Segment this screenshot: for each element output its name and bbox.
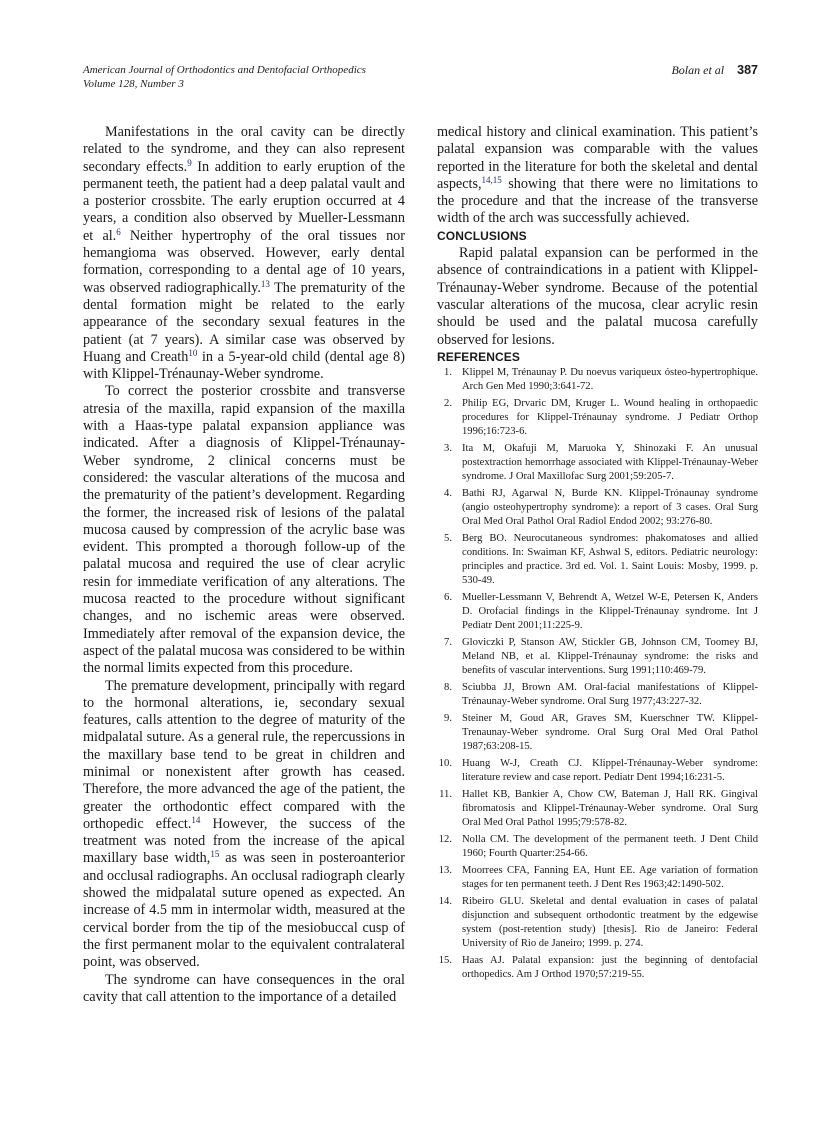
conclusions-heading: CONCLUSIONS (437, 228, 527, 243)
reference-number: 14. (438, 896, 452, 908)
reference-text: Sciubba JJ, Brown AM. Oral-facial manifestations of Klippel-Trénaunay-Weber syndrome. Oral Surg 1977;43:227-32. (462, 682, 758, 708)
reference-text: Steiner M, Goud AR, Graves SM, Kuerschner TW. Klippel-Trenaunay-Weber syndrome. Oral Surg Oral Med Oral Pathol 1987;63:208-15. (462, 713, 758, 753)
citation-link[interactable]: 14 (191, 814, 201, 825)
reference-number: 9. (444, 713, 452, 725)
body-text: medical history and clinical examination. This patient’s palatal expansion was comparable with the values reported in the literature for both the skeletal and dental aspects, (437, 124, 758, 192)
reference-item (442, 591, 758, 633)
body-text: The prematurity of the dental formation might be related to the early appearance of the secondary sexual features in the patient (at 7 years). A similar case was observed by Huang and Creath (83, 279, 406, 365)
reference-text: Bathi RJ, Agarwal N, Burde KN. Klippel-Trónaunay syndrome (angio osteohypertrophy syndrome): a report of 3 cases. Oral Surg Oral Med Oral Pathol Oral Radiol Endod 2002; 93:276-80. (462, 488, 758, 528)
reference-number: 15. (438, 955, 452, 967)
reference-number: 8. (444, 682, 452, 694)
reference-number: 11. (439, 789, 452, 801)
reference-text: Berg BO. Neurocutaneous syndromes: phakomatoses and allied conditions. In: Swaiman KF, Ashwal S, editors. Pediatric neurology: principles and practice. 3rd ed. Vol. 1. Saint Louis: Mosby, 1999. p. 530-49. (462, 533, 758, 587)
reference-item (442, 712, 758, 754)
reference-item (438, 757, 758, 785)
citation-link[interactable]: 14,15 (481, 174, 502, 185)
body-text: Manifestations in the oral cavity can be directly related to the syndrome, and they can also represent secondary effects. (83, 124, 405, 175)
reference-item (442, 397, 758, 439)
journal-info (83, 63, 758, 91)
body-text: The premature development, principally with regard to the hormonal alterations, ie, secondary sexual features, calls attention to the degree of maturity of the midpalatal suture. As a general rule, the repercussions in the maxillary base tend to be great in children and minimal or nonexistent after growth has ceased. Therefore, the more advanced the age of the patient, the greater the orthodontic effect compared with the orthopedic effect. (83, 677, 405, 832)
right-column (437, 124, 758, 985)
body-text: To correct the posterior crossbite and transverse atresia of the maxilla, rapid expansion of the maxilla with a Haas-type palatal expansion appliance was indicated. After a diagnosis of Klippel-Trénaunay-Weber syndrome, 2 clinical concerns must be considered: the vascular alterations of the mucosa and the prematurity of the patient’s development. Regarding the former, the increased risk of lesions of the palatal mucosa caused by compression of the acrylic base was evident. This prompted a thorough follow-up of the palatal mucosa and required the use of clear acrylic resin for immediate verification of any alterations. The mucosa reacted to the procedure without significant changes, and no ischemic areas were observed. Immediately after removal of the expansion device, the aspect of the palatal mucosa was considered to be within the normal limits expected from this procedure. (83, 383, 405, 677)
reference-text: Huang W-J, Creath CJ. Klippel-Trénaunay-Weber syndrome: literature review and case report. Pediatr Dent 1994;16:231-5. (462, 758, 758, 784)
body-paragraph (83, 383, 405, 677)
body-paragraph (83, 972, 405, 1007)
citation-link[interactable]: 15 (210, 849, 220, 860)
reference-text: Gloviczki P, Stanson AW, Stickler GB, Johnson CM, Toomey BJ, Meland NB, et al. Klippel-Trénaunay syndrome: the risks and benefits of vascular interventions. Surg 1991;110:469-79. (462, 637, 758, 677)
body-text: The syndrome can have consequences in the oral cavity that call attention to the importance of a detailed (83, 971, 405, 1005)
body-paragraph (83, 124, 405, 383)
body-paragraph-continued (437, 124, 758, 228)
left-column (83, 124, 405, 1006)
body-text: in a 5-year-old child (dental age 8) with Klippel-Trénaunay-Weber syndrome. (83, 348, 405, 383)
reference-text: Klippel M, Trénaunay P. Du noevus variqueux ósteo-hypertrophique. Arch Gen Med 1990;3:641-72. (462, 367, 758, 393)
citation-link[interactable]: 6 (116, 226, 121, 237)
reference-number: 3. (444, 443, 452, 455)
reference-item (442, 442, 758, 484)
reference-item (442, 636, 758, 678)
reference-number: 1. (444, 367, 452, 379)
reference-text: Moorrees CFA, Fanning EA, Hunt EE. Age variation of formation stages for ten permanent teeth. J Dent Res 1963;42:1490-502. (462, 865, 758, 891)
reference-list (437, 366, 758, 982)
body-text: In addition to early eruption of the permanent teeth, the patient had a deep palatal vault and a posterior crossbite. The early eruption occurred at 4 years, a condition also observed by Mueller-Lessmann et al. (83, 158, 405, 244)
reference-item (442, 681, 758, 709)
body-text: However, the success of the treatment was noted from the increase of the apical maxillary base width, (83, 815, 405, 867)
reference-number: 12. (438, 834, 452, 846)
reference-item (442, 366, 758, 394)
reference-number: 4. (444, 488, 452, 500)
page-number: 387 (737, 63, 758, 77)
reference-number: 6. (444, 592, 452, 604)
reference-text: Hallet KB, Bankier A, Chow CW, Bateman J, Hall RK. Gingival fibromatosis and Klippel-Trénaunay-Weber syndrome. Oral Surg Oral Med Oral Pathol 1995;79:578-82. (462, 789, 758, 829)
reference-text: Nolla CM. The development of the permanent teeth. J Dent Child 1960; Fourth Quarter:254-66. (462, 834, 758, 860)
reference-item (438, 833, 758, 861)
reference-item (439, 788, 758, 830)
reference-item (442, 487, 758, 529)
journal-title: American Journal of Orthodontics and Dentofacial Orthopedics (83, 64, 366, 76)
reference-item (442, 532, 758, 588)
body-text: showing that there were no limitations to the procedure and that the increase of the transverse width of the arch was successfully achieved. (437, 175, 758, 227)
citation-link[interactable]: 10 (188, 347, 198, 358)
citation-link[interactable]: 13 (260, 278, 270, 289)
reference-item (438, 895, 758, 951)
citation-link[interactable]: 9 (187, 157, 192, 168)
reference-number: 10. (438, 758, 452, 770)
reference-text: Ribeiro GLU. Skeletal and dental evaluation in cases of palatal disjunction and subsequent orthodontic treatment by the edgewise system (post-retention study) [thesis]. Rio de Janeiro: Federal University of Rio de Janeiro; 1999. p. 274. (462, 896, 758, 950)
reference-number: 7. (444, 637, 452, 649)
running-header (83, 63, 758, 91)
reference-number: 13. (438, 865, 452, 877)
body-paragraph (83, 678, 405, 972)
reference-text: Ita M, Okafuji M, Maruoka Y, Shinozaki F. An unusual postextraction hemorrhage associated with Klippel-Trénaunay-Weber syndrome. J Oral Maxillofac Surg 2001;59:205-7. (462, 443, 758, 483)
body-text: as was seen in posteroanterior and occlusal radiographs. An occlusal radiograph clearly showed the midpalatal suture opened as expected. An increase of 4.5 mm in intermolar width, measured at the cervical border from the tip of the mesiobuccal cusp of the first permanent molar to the equivalent contralateral point, was observed. (83, 850, 405, 971)
reference-item (438, 864, 758, 892)
reference-number: 5. (444, 533, 452, 545)
journal-volume: Volume 128, Number 3 (83, 78, 184, 90)
running-authors: Bolan et al (671, 63, 725, 77)
reference-number: 2. (444, 398, 452, 410)
body-text: Neither hypertrophy of the oral tissues nor hemangioma was observed. However, early dental formation, corresponding to a dental age of 10 years, was observed radiographically. (83, 227, 405, 296)
reference-text: Philip EG, Drvaric DM, Kruger L. Wound healing in orthopaedic procedures for Klippel-Trénaunay syndrome. J Pediatr Orthop 1996;16:723-6. (462, 398, 758, 438)
reference-text: Haas AJ. Palatal expansion: just the beginning of dentofacial orthopedics. Am J Orthod 1970;57:219-55. (462, 955, 758, 981)
conclusions-paragraph: Rapid palatal expansion can be performed in the absence of contraindications in a patient with Klippel-Trénaunay-Weber syndrome. Because of the potential vascular alterations of the mucosa, clear acrylic resin should be used and the palatal mucosa carefully observed for lesions. (437, 245, 758, 348)
reference-text: Mueller-Lessmann V, Behrendt A, Wetzel W-E, Petersen K, Anders D. Orofacial findings in the Klippel-Trénaunay syndrome. Int J Pediatr Dent 2001;11:225-9. (462, 592, 758, 632)
page-info (671, 63, 758, 77)
reference-item (438, 954, 758, 982)
references-heading: REFERENCES (437, 349, 521, 364)
